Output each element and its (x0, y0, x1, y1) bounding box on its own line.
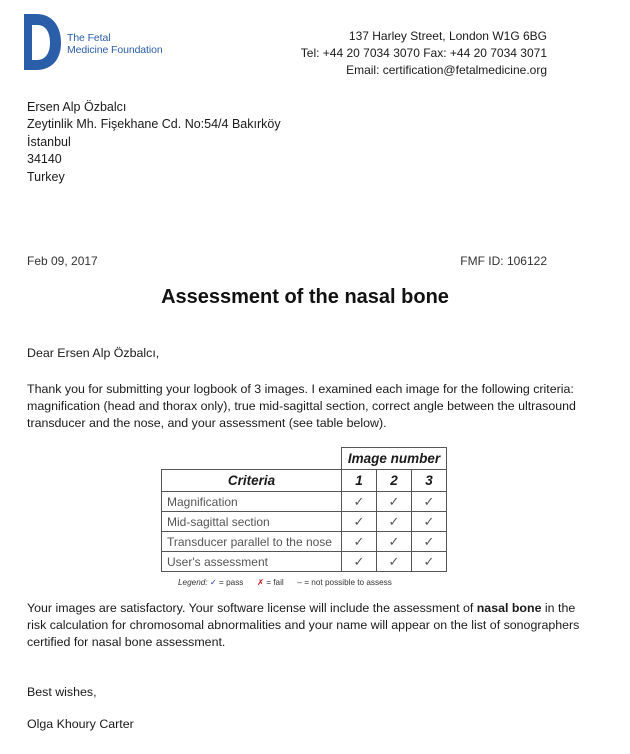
recipient-street: Zeytinlik Mh. Fişekhane Cd. No:54/4 Bakırköy (27, 117, 281, 132)
result-paragraph (27, 600, 587, 652)
recipient-country: Turkey (27, 169, 65, 184)
recipient-name: Ersen Alp Özbalcı (27, 100, 127, 114)
criteria-label: User's assessment (162, 552, 342, 572)
recipient-city: İstanbul (27, 134, 71, 149)
check-icon: ✓ (209, 578, 217, 587)
check-icon: ✓ (412, 532, 447, 552)
legend-pass-label: = pass (219, 578, 244, 587)
image-number-3: 3 (412, 470, 447, 492)
phone-fax-line: Tel: +44 20 7034 3070 Fax: +44 20 7034 3071 (300, 46, 547, 60)
fmf-id: FMF ID: 106122 (460, 254, 547, 268)
logo-line-1: The Fetal (67, 32, 111, 44)
check-icon: ✓ (342, 532, 377, 552)
legend-na-label: = not possible to assess (304, 578, 392, 587)
result-emphasis: nasal bone (476, 601, 542, 615)
check-icon: ✓ (377, 512, 412, 532)
image-number-header: Image number (342, 448, 447, 470)
check-icon: ✓ (412, 512, 447, 532)
table-row (162, 512, 447, 532)
legend-fail-label: = fail (266, 578, 284, 587)
fmf-logo-icon (22, 12, 62, 72)
page-title: Assessment of the nasal bone (161, 286, 449, 308)
result-text-end: in the risk calculation for chromosomal abnormalities and your name will appear on the list of sonographers certified for nasal bone assessment. (27, 601, 580, 650)
letter-date: Feb 09, 2017 (27, 254, 98, 268)
result-text-start: Your images are satisfactory. Your software license will include the assessment of (27, 601, 477, 615)
check-icon: ✓ (342, 512, 377, 532)
address-line: 137 Harley Street, London W1G 6BG (348, 29, 547, 43)
fmf-logo (22, 12, 172, 72)
logo-wordmark (67, 32, 163, 56)
check-icon: ✓ (377, 532, 412, 552)
signature: Olga Khoury Carter (27, 717, 134, 731)
criteria-label: Transducer parallel to the nose (162, 532, 342, 552)
logo-line-2: Medicine Foundation (67, 44, 163, 56)
table-row (162, 492, 447, 512)
check-icon: ✓ (377, 552, 412, 572)
recipient-postcode: 34140 (27, 152, 62, 167)
criteria-label: Magnification (162, 492, 342, 512)
recipient-address (27, 99, 281, 186)
sender-address (301, 28, 547, 79)
criteria-label: Mid-sagittal section (162, 512, 342, 532)
check-icon: ✓ (412, 492, 447, 512)
check-icon: ✓ (377, 492, 412, 512)
check-icon: ✓ (412, 552, 447, 572)
check-icon: ✓ (342, 492, 377, 512)
greeting: Dear Ersen Alp Özbalcı, (27, 346, 160, 360)
image-number-1: 1 (342, 470, 377, 492)
dash-icon: – (297, 578, 302, 587)
intro-paragraph: Thank you for submitting your logbook of 3 images. I examined each image for the following criteria: magnification (head and thorax only), true mid-sagittal section, correct angle between the ultrasound transducer and the nose, and your assessment (see table below). (27, 382, 576, 431)
legend-title: Legend: (178, 578, 208, 587)
cross-icon: ✗ (257, 578, 264, 587)
table-row (162, 532, 447, 552)
email-line: Email: certification@fetalmedicine.org (346, 63, 547, 77)
closing: Best wishes, (27, 685, 97, 699)
table-header-row-top (162, 448, 447, 470)
empty-corner-cell (162, 448, 342, 470)
check-icon: ✓ (342, 552, 377, 572)
table-legend (178, 577, 392, 587)
criteria-header: Criteria (162, 470, 342, 492)
assessment-table (161, 447, 447, 572)
image-number-2: 2 (377, 470, 412, 492)
table-row (162, 552, 447, 572)
table-header-row (162, 470, 447, 492)
